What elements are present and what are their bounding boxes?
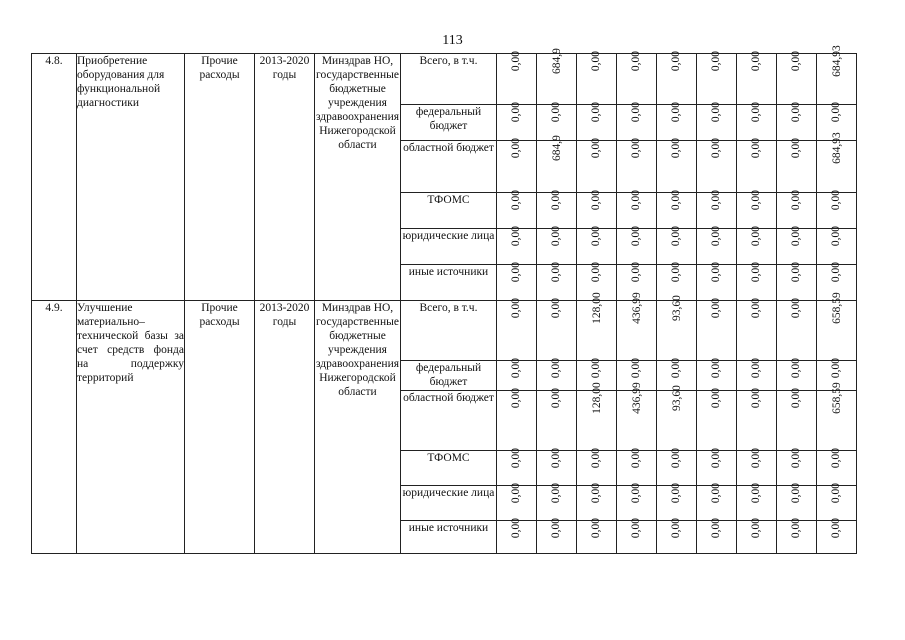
- value-text: 128,00: [590, 382, 603, 414]
- value-text: 0,00: [510, 225, 523, 247]
- value-text: 0,00: [590, 50, 603, 72]
- value-cell: [777, 482, 817, 521]
- funding-source-label: федеральный бюджет: [401, 105, 497, 141]
- value-text: 0,00: [710, 101, 723, 123]
- value-text: 0,00: [830, 447, 843, 469]
- value-cell: [617, 447, 657, 486]
- value-text: 0,00: [710, 261, 723, 283]
- value-text: 0,00: [630, 482, 643, 504]
- executor: Минздрав НО, государственные бюджетные учреждения здравоохранения Нижегородской области: [315, 301, 401, 554]
- value-text: 0,00: [790, 357, 803, 379]
- value-text: 0,00: [670, 357, 683, 379]
- value-text: 0,00: [670, 517, 683, 539]
- measure-code: 4.8.: [32, 54, 77, 301]
- value-cell: [577, 447, 617, 486]
- measure-code: 4.9.: [32, 301, 77, 554]
- value-text: 0,00: [670, 101, 683, 123]
- value-cell: [737, 50, 777, 105]
- value-text: 0,00: [670, 482, 683, 504]
- value-text: 0,00: [670, 50, 683, 72]
- value-text: 93,60: [670, 385, 683, 411]
- value-text: 0,00: [630, 357, 643, 379]
- value-cell: [697, 387, 737, 451]
- value-cell: [497, 357, 537, 391]
- value-cell: [737, 387, 777, 451]
- value-text: 684,93: [830, 132, 843, 164]
- value-cell: [697, 101, 737, 141]
- funding-source-label: Всего, в т.ч.: [401, 301, 497, 361]
- value-text: 0,00: [550, 101, 563, 123]
- value-cell: [537, 357, 577, 391]
- value-cell: [737, 297, 777, 361]
- value-text: 0,00: [510, 50, 523, 72]
- value-cell: [497, 447, 537, 486]
- funding-source-label: областной бюджет: [401, 391, 497, 451]
- value-cell: [777, 137, 817, 193]
- funding-source-label: ТФОМС: [401, 193, 497, 229]
- value-text: 0,00: [670, 447, 683, 469]
- value-cell: [537, 135, 577, 193]
- value-cell: [537, 225, 577, 265]
- value-cell: [657, 189, 697, 229]
- value-cell: [817, 482, 857, 521]
- value-cell: [777, 447, 817, 486]
- value-cell: [537, 189, 577, 229]
- value-text: 0,00: [830, 357, 843, 379]
- value-cell: [497, 225, 537, 265]
- value-cell: [497, 482, 537, 521]
- value-text: 0,00: [590, 357, 603, 379]
- value-cell: [777, 50, 817, 105]
- value-cell: [617, 517, 657, 554]
- value-cell: [777, 261, 817, 301]
- value-text: 0,00: [790, 517, 803, 539]
- value-text: 0,00: [590, 225, 603, 247]
- value-cell: [537, 261, 577, 301]
- value-text: 0,00: [550, 357, 563, 379]
- value-text: 0,00: [590, 101, 603, 123]
- value-text: 0,00: [550, 297, 563, 319]
- value-text: 0,00: [510, 482, 523, 504]
- value-text: 0,00: [710, 297, 723, 319]
- value-text: 436,99: [630, 382, 643, 414]
- value-cell: [577, 137, 617, 193]
- value-cell: [617, 137, 657, 193]
- value-text: 0,00: [790, 225, 803, 247]
- value-text: 0,00: [710, 225, 723, 247]
- value-text: 0,00: [830, 517, 843, 539]
- value-cell: [657, 225, 697, 265]
- value-text: 0,00: [510, 447, 523, 469]
- value-cell: [737, 261, 777, 301]
- funding-source-label: федеральный бюджет: [401, 361, 497, 391]
- value-cell: [537, 387, 577, 451]
- value-cell: [537, 297, 577, 361]
- value-cell: [577, 382, 617, 451]
- value-text: 0,00: [830, 482, 843, 504]
- value-cell: [617, 101, 657, 141]
- value-text: 0,00: [630, 517, 643, 539]
- value-text: 0,00: [630, 225, 643, 247]
- value-text: 0,00: [830, 101, 843, 123]
- value-cell: [817, 132, 857, 193]
- expense-category: Прочие расходы: [185, 54, 255, 301]
- value-cell: [817, 517, 857, 554]
- value-text: 0,00: [550, 189, 563, 211]
- table-row: [32, 54, 857, 105]
- value-cell: [697, 357, 737, 391]
- value-cell: [577, 517, 617, 554]
- value-text: 684,9: [550, 48, 563, 74]
- value-cell: [697, 482, 737, 521]
- value-text: 0,00: [790, 447, 803, 469]
- funding-source-label: юридические лица: [401, 229, 497, 265]
- value-text: 0,00: [790, 261, 803, 283]
- value-text: 0,00: [510, 189, 523, 211]
- value-cell: [497, 517, 537, 554]
- value-text: 0,00: [750, 482, 763, 504]
- value-text: 0,00: [510, 297, 523, 319]
- value-text: 0,00: [750, 387, 763, 409]
- value-text: 0,00: [510, 137, 523, 159]
- funding-source-label: ТФОМС: [401, 451, 497, 486]
- value-text: 0,00: [750, 261, 763, 283]
- value-text: 0,00: [790, 137, 803, 159]
- value-text: 0,00: [750, 357, 763, 379]
- value-text: 0,00: [670, 225, 683, 247]
- value-cell: [777, 517, 817, 554]
- value-text: 0,00: [550, 225, 563, 247]
- measure-name: Приобретение оборудования для функциональной диагностики: [77, 54, 185, 301]
- value-cell: [697, 137, 737, 193]
- value-text: 684,9: [550, 135, 563, 161]
- value-text: 0,00: [790, 101, 803, 123]
- executor: Минздрав НО, государственные бюджетные учреждения здравоохранения Нижегородской области: [315, 54, 401, 301]
- value-text: 0,00: [630, 447, 643, 469]
- value-cell: [617, 225, 657, 265]
- value-text: 0,00: [550, 447, 563, 469]
- funding-source-label: иные источники: [401, 521, 497, 554]
- value-cell: [657, 517, 697, 554]
- value-cell: [657, 101, 697, 141]
- value-cell: [777, 189, 817, 229]
- value-text: 0,00: [590, 261, 603, 283]
- value-cell: [737, 225, 777, 265]
- expense-category: Прочие расходы: [185, 301, 255, 554]
- value-text: 0,00: [510, 101, 523, 123]
- value-text: 0,00: [630, 50, 643, 72]
- value-cell: [817, 447, 857, 486]
- value-text: 0,00: [590, 447, 603, 469]
- value-cell: [617, 292, 657, 361]
- funding-source-label: юридические лица: [401, 486, 497, 521]
- value-text: 0,00: [790, 297, 803, 319]
- value-cell: [617, 482, 657, 521]
- value-text: 0,00: [590, 517, 603, 539]
- value-cell: [697, 297, 737, 361]
- value-text: 0,00: [790, 50, 803, 72]
- value-cell: [537, 447, 577, 486]
- value-cell: [817, 382, 857, 451]
- value-text: 0,00: [590, 189, 603, 211]
- value-text: 0,00: [670, 189, 683, 211]
- value-text: 0,00: [710, 357, 723, 379]
- implementation-period: 2013-2020 годы: [255, 54, 315, 301]
- value-cell: [617, 382, 657, 451]
- value-cell: [657, 447, 697, 486]
- value-cell: [577, 292, 617, 361]
- value-text: 0,00: [750, 50, 763, 72]
- value-cell: [697, 447, 737, 486]
- value-cell: [577, 225, 617, 265]
- value-text: 0,00: [630, 137, 643, 159]
- value-cell: [497, 387, 537, 451]
- value-cell: [697, 50, 737, 105]
- value-cell: [657, 295, 697, 361]
- value-cell: [737, 101, 777, 141]
- value-cell: [537, 517, 577, 554]
- value-text: 0,00: [710, 137, 723, 159]
- value-text: 436,99: [630, 292, 643, 324]
- value-cell: [657, 385, 697, 451]
- value-text: 0,00: [750, 517, 763, 539]
- value-cell: [577, 189, 617, 229]
- value-cell: [657, 482, 697, 521]
- value-text: 0,00: [510, 357, 523, 379]
- value-cell: [817, 45, 857, 105]
- value-text: 0,00: [710, 189, 723, 211]
- value-text: 0,00: [510, 387, 523, 409]
- value-text: 93,60: [670, 295, 683, 321]
- value-cell: [737, 517, 777, 554]
- value-cell: [777, 225, 817, 265]
- value-cell: [737, 447, 777, 486]
- value-cell: [617, 189, 657, 229]
- value-cell: [697, 225, 737, 265]
- value-text: 0,00: [630, 189, 643, 211]
- value-cell: [657, 137, 697, 193]
- value-cell: [657, 50, 697, 105]
- value-text: 0,00: [630, 101, 643, 123]
- funding-source-label: иные источники: [401, 265, 497, 301]
- value-cell: [497, 189, 537, 229]
- value-cell: [737, 482, 777, 521]
- value-text: 0,00: [750, 297, 763, 319]
- value-cell: [537, 48, 577, 105]
- funding-source-label: Всего, в т.ч.: [401, 54, 497, 105]
- value-text: 0,00: [750, 101, 763, 123]
- value-cell: [697, 517, 737, 554]
- value-text: 0,00: [670, 261, 683, 283]
- value-text: 684,93: [830, 45, 843, 77]
- value-text: 0,00: [710, 50, 723, 72]
- value-text: 0,00: [590, 137, 603, 159]
- value-cell: [817, 225, 857, 265]
- value-text: 0,00: [790, 189, 803, 211]
- value-cell: [777, 357, 817, 391]
- value-cell: [817, 292, 857, 361]
- funding-source-label: областной бюджет: [401, 141, 497, 193]
- value-text: 0,00: [710, 447, 723, 469]
- measure-name: Улучшение материально–технической базы за счет средств фонда на поддержку территорий: [77, 301, 185, 554]
- value-cell: [497, 50, 537, 105]
- value-cell: [617, 50, 657, 105]
- value-cell: [697, 261, 737, 301]
- value-text: 0,00: [750, 447, 763, 469]
- value-text: 0,00: [790, 387, 803, 409]
- value-text: 0,00: [750, 225, 763, 247]
- value-text: 0,00: [510, 261, 523, 283]
- value-cell: [777, 101, 817, 141]
- value-text: 0,00: [750, 189, 763, 211]
- value-cell: [577, 482, 617, 521]
- value-cell: [777, 297, 817, 361]
- value-cell: [697, 189, 737, 229]
- value-text: 128,00: [590, 292, 603, 324]
- value-text: 658,59: [830, 292, 843, 324]
- value-text: 0,00: [590, 482, 603, 504]
- value-cell: [537, 482, 577, 521]
- value-cell: [817, 189, 857, 229]
- value-cell: [737, 357, 777, 391]
- value-text: 0,00: [670, 137, 683, 159]
- value-cell: [497, 101, 537, 141]
- value-text: 0,00: [630, 261, 643, 283]
- page-number: 113: [442, 33, 463, 48]
- value-text: 0,00: [710, 517, 723, 539]
- value-text: 0,00: [550, 261, 563, 283]
- value-text: 0,00: [550, 517, 563, 539]
- value-cell: [777, 387, 817, 451]
- value-text: 0,00: [710, 387, 723, 409]
- value-cell: [497, 261, 537, 301]
- value-cell: [497, 297, 537, 361]
- implementation-period: 2013-2020 годы: [255, 301, 315, 554]
- value-text: 658,59: [830, 382, 843, 414]
- budget-table: [31, 45, 857, 554]
- value-cell: [497, 137, 537, 193]
- value-text: 0,00: [550, 482, 563, 504]
- value-text: 0,00: [830, 189, 843, 211]
- value-cell: [577, 101, 617, 141]
- value-text: 0,00: [790, 482, 803, 504]
- value-text: 0,00: [550, 387, 563, 409]
- value-text: 0,00: [830, 225, 843, 247]
- value-cell: [737, 189, 777, 229]
- value-text: 0,00: [710, 482, 723, 504]
- value-text: 0,00: [830, 261, 843, 283]
- value-text: 0,00: [510, 517, 523, 539]
- table-row: [32, 301, 857, 361]
- value-text: 0,00: [750, 137, 763, 159]
- value-cell: [577, 50, 617, 105]
- value-cell: [737, 137, 777, 193]
